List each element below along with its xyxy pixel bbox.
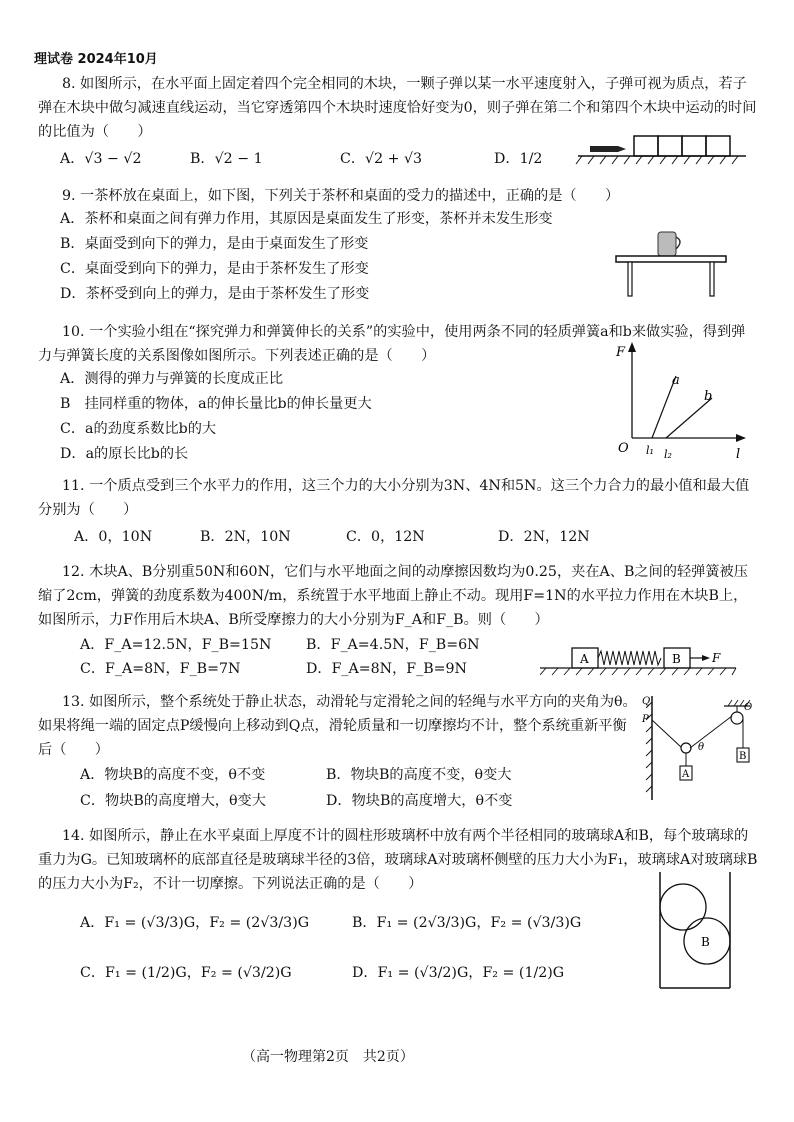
question-13-option-a: A．物块B的高度不变，θ不变: [80, 767, 266, 783]
question-14: [38, 824, 758, 896]
graph-origin-label: O: [618, 441, 629, 456]
question-11-stem: 11. 一个质点受到三个水平力的作用，这三个力的大小分别为3N、4N和5N。这三个力合力的最小值和最大值分别为（ ）: [38, 478, 750, 518]
question-12-option-d: D．F_A=8N，F_B=9N: [306, 661, 467, 677]
question-11-option-d: D．2N，12N: [498, 529, 590, 545]
question-10-option-d: D．a的原长比b的长: [60, 446, 189, 462]
question-13-option-d: D．物块B的高度增大，θ不变: [326, 793, 513, 809]
question-13-stem: 13. 如图所示，整个系统处于静止状态，动滑轮与定滑轮之间的轻绳与水平方向的夹角为θ。如果将绳一端的固定点P缓慢向上移动到Q点，滑轮质量和一切摩擦均不计，整个系统重新平衡后（ ）: [38, 694, 637, 758]
question-9-option-d: D．茶杯受到向上的弹力，是由于茶杯发生了形变: [60, 286, 370, 302]
question-14-option-a: A．F₁ = (√3/3)G，F₂ = (2√3/3)G: [80, 915, 310, 931]
question-10-graph: [612, 338, 752, 464]
graph-line-b-label: b: [704, 389, 713, 404]
question-8-option-c: C．√2 + √3: [340, 151, 423, 167]
question-14-option-d: D．F₁ = (√3/2)G，F₂ = (1/2)G: [352, 965, 565, 981]
question-14-option-c: C．F₁ = (1/2)G，F₂ = (√3/2)G: [80, 965, 292, 981]
question-12: [38, 560, 758, 632]
question-11: [38, 474, 758, 522]
question-8-option-d: D．1/2: [494, 151, 543, 167]
graph-line-a-label: a: [672, 373, 680, 388]
question-13-option-c: C．物块B的高度增大，θ变大: [80, 793, 266, 809]
question-13-option-b: B．物块B的高度不变，θ变大: [326, 767, 512, 783]
question-10-option-a: A．测得的弹力与弹簧的长度成正比: [60, 371, 284, 387]
question-11-option-a: A．0，10N: [74, 529, 153, 545]
question-9-option-a: A．茶杯和桌面之间有弹力作用，其原因是桌面发生了形变，茶杯并未发生形变: [60, 211, 553, 227]
question-12-option-c: C．F_A=8N，F_B=7N: [80, 661, 241, 677]
question-10-stem: 10. 一个实验小组在“探究弹力和弹簧伸长的关系”的实验中，使用两条不同的轻质弹簧a和b来做实验，得到弹力与弹簧长度的关系图像如图所示。下列表述正确的是（ ）: [38, 324, 746, 364]
question-12-option-b: B．F_A=4.5N，F_B=6N: [306, 637, 480, 653]
question-8-stem: 8. 如图所示，在水平面上固定着四个完全相同的木块，一颗子弹以某一水平速度射入，子弹可视为质点，若子弹在木块中做匀减速直线运动，当它穿透第四个木块时速度恰好变为0，则子弹在第二个和第四个木块中运动的时间的比值为（ ）: [38, 76, 757, 140]
figure-point-p-label: P: [642, 714, 649, 725]
question-11-option-c: C．0，12N: [346, 529, 425, 545]
question-12-option-a: A．F_A=12.5N，F_B=15N: [80, 637, 272, 653]
figure-force-label: F: [712, 651, 721, 665]
graph-y-axis-label: F: [616, 345, 626, 360]
question-8-option-a: A．√3 − √2: [60, 151, 142, 167]
question-9: [38, 184, 758, 208]
graph-tick-l1: l₁: [646, 444, 654, 457]
figure-point-o-label: O: [744, 702, 753, 713]
question-8-figure: [574, 132, 754, 168]
figure-ball-b-label: B: [701, 935, 710, 949]
question-13-figure: [640, 692, 762, 804]
question-11-option-b: B．2N，10N: [200, 529, 291, 545]
question-13: [38, 690, 638, 762]
figure-block-a-label: A: [580, 652, 589, 666]
question-8-option-b: B．√2 − 1: [190, 151, 263, 167]
question-10-option-b: B 挂同样重的物体，a的伸长量比b的伸长量更大: [60, 396, 372, 412]
question-14-option-b: B．F₁ = (2√3/3)G，F₂ = (√3/3)G: [352, 915, 582, 931]
figure-block-a-label: A: [682, 769, 690, 780]
question-9-option-b: B．桌面受到向下的弹力，是由于桌面发生了形变: [60, 236, 369, 252]
page-header: 理试卷 2024年10月: [34, 52, 158, 67]
figure-theta-label: θ: [698, 742, 705, 753]
question-9-option-c: C．桌面受到向下的弹力，是由于茶杯发生了形变: [60, 261, 369, 277]
question-10-option-c: C．a的劲度系数比b的大: [60, 421, 217, 437]
question-14-stem: 14. 如图所示，静止在水平桌面上厚度不计的圆柱形玻璃杯中放有两个半径相同的玻璃球A和B，每个玻璃球的重力为G。已知玻璃杯的底部直径是玻璃球半径的3倍，玻璃球A对玻璃杯侧壁的压力大小为F₁，玻璃球A对玻璃球B的压力大小为F₂，不计一切摩擦。下列说法正确的是（ ）: [38, 828, 758, 892]
question-14-figure: [654, 870, 738, 994]
figure-block-b-label: B: [672, 652, 681, 666]
graph-x-axis-label: l: [736, 447, 741, 462]
figure-point-q-label: Q: [642, 696, 651, 707]
question-9-stem: 9. 一茶杯放在桌面上，如下图，下列关于茶杯和桌面的受力的描述中，正确的是（ ）: [62, 188, 620, 204]
question-12-stem: 12. 木块A、B分别重50N和60N，它们与水平地面之间的动摩擦因数均为0.25，夹在A、B之间的轻弹簧被压缩了2cm，弹簧的劲度系数为400N/m，系统置于水平地面上静止不动。现用F=1N的水平拉力作用在木块B上，如图所示，力F作用后木块A、B所受摩擦力的大小分别为F_A和F_B。则（ ）: [38, 564, 748, 628]
graph-tick-l2: l₂: [664, 448, 672, 461]
question-9-figure: [612, 220, 732, 300]
question-12-figure: [540, 644, 740, 676]
figure-block-b-label: B: [739, 751, 747, 762]
page-footer: （高一物理第2页 共2页）: [242, 1049, 414, 1065]
